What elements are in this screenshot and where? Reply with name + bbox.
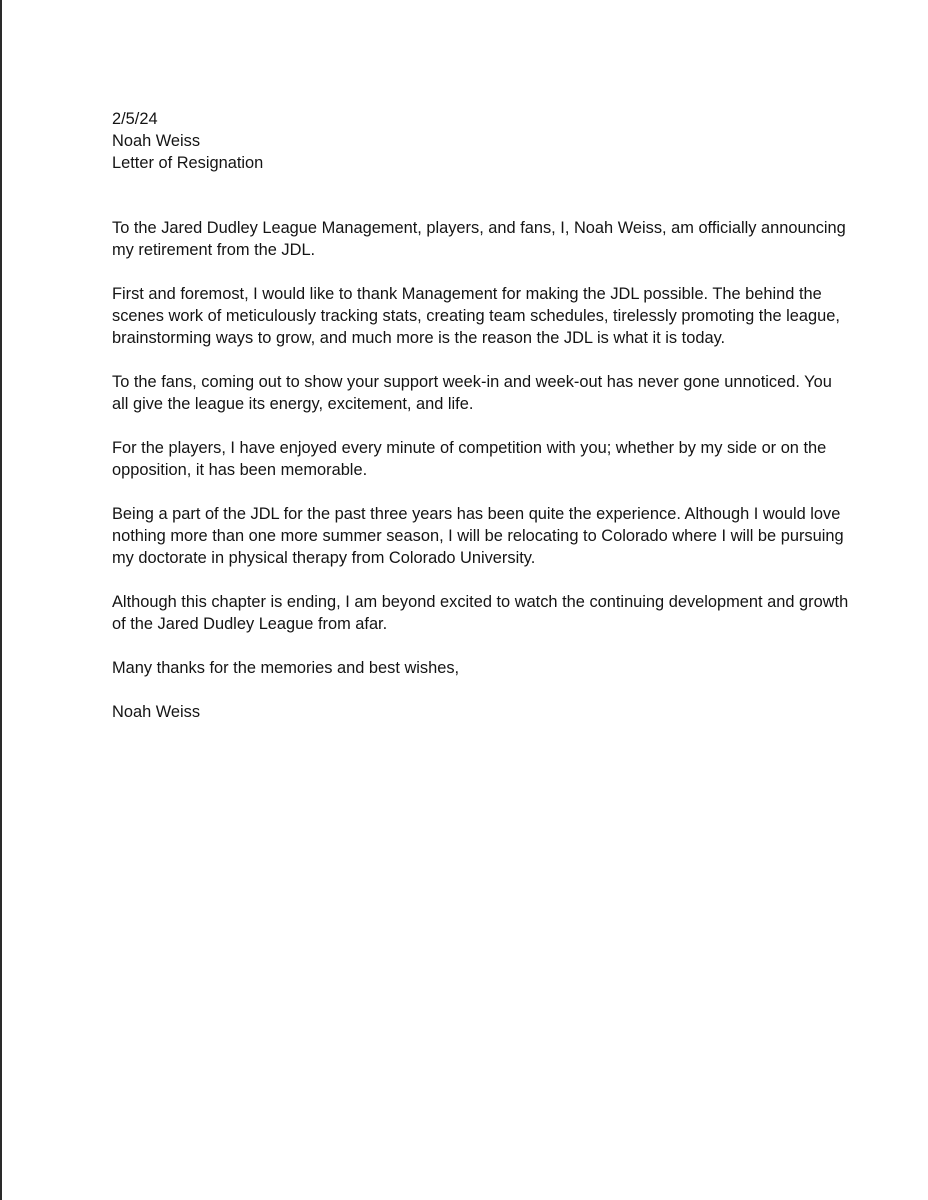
paragraph-announcement: To the Jared Dudley League Management, players, and fans, I, Noah Weiss, am officially announcing my retirement from the JDL. xyxy=(112,219,846,259)
paragraph-experience: Being a part of the JDL for the past three years has been quite the experience. Although I would love nothing more than one more summer season, I will be relocating to Colorado where I will be pursuing my doctorate in physical therapy from Colorado University. xyxy=(112,505,844,567)
paragraph-fans: To the fans, coming out to show your support week-in and week-out has never gone unnoticed. You all give the league its energy, excitement, and life. xyxy=(112,373,832,413)
letter-header xyxy=(112,108,263,174)
letter-body xyxy=(112,217,852,745)
paragraph-players: For the players, I have enjoyed every minute of competition with you; whether by my side or on the opposition, it has been memorable. xyxy=(112,439,827,479)
letter-subject: Letter of Resignation xyxy=(112,154,264,172)
author-name: Noah Weiss xyxy=(112,132,201,150)
closing-line: Many thanks for the memories and best wishes, xyxy=(112,659,460,677)
signature: Noah Weiss xyxy=(112,703,201,721)
letter-date: 2/5/24 xyxy=(112,110,158,128)
paragraph-management-thanks: First and foremost, I would like to thank Management for making the JDL possible. The behind the scenes work of meticulously tracking stats, creating team schedules, tirelessly promoting the league, brainstorming ways to grow, and much more is the reason the JDL is what it is today. xyxy=(112,285,840,347)
paragraph-farewell: Although this chapter is ending, I am beyond excited to watch the continuing development and growth of the Jared Dudley League from afar. xyxy=(112,593,849,633)
